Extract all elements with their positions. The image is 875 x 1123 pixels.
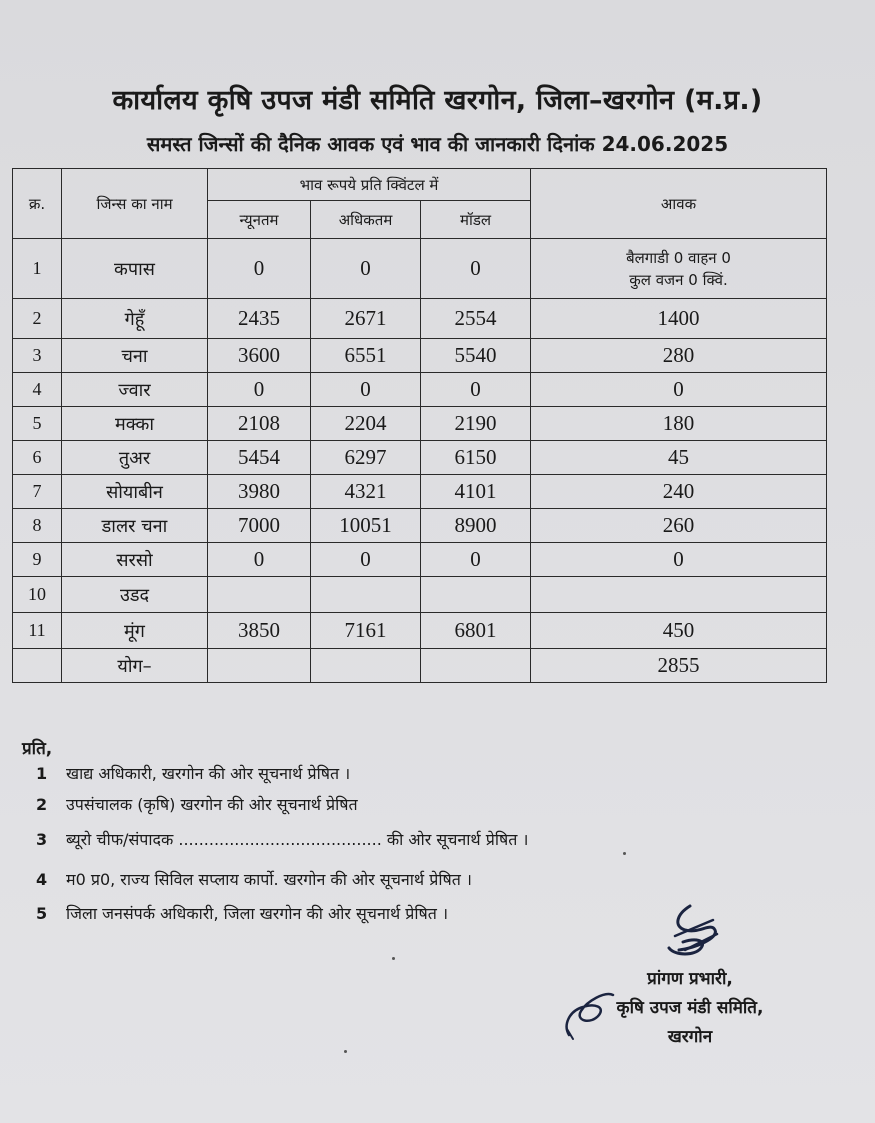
- page-subtitle: समस्त जिन्सों की दैनिक आवक एवं भाव की जानकारी दिनांक 24.06.2025: [146, 132, 729, 156]
- speck: [344, 1050, 347, 1053]
- cell-arrival: 1400: [531, 299, 827, 339]
- cell-max: 6551: [311, 339, 421, 373]
- cell-sn: 10: [13, 577, 62, 613]
- cell-sn: 7: [13, 475, 62, 509]
- table-row: [13, 299, 827, 339]
- cell-name: कपास: [62, 239, 208, 299]
- cell-max: 10051: [311, 509, 421, 543]
- cell-model: 6150: [421, 441, 531, 475]
- cell-arrival: 450: [531, 613, 827, 649]
- cell-model: 5540: [421, 339, 531, 373]
- cell-sn: 4: [13, 373, 62, 407]
- total-arrival: 2855: [531, 649, 827, 683]
- cell-empty: [311, 649, 421, 683]
- header-model: मॉडल: [421, 201, 531, 239]
- cell-empty: [421, 649, 531, 683]
- header-price-group: भाव रूपये प्रति क्विंटल में: [208, 169, 531, 201]
- cell-min: 3850: [208, 613, 311, 649]
- cell-model: 2554: [421, 299, 531, 339]
- table-row: [13, 613, 827, 649]
- cell-name: तुअर: [62, 441, 208, 475]
- signature-line-2: कृषि उपज मंडी समिति,: [616, 998, 764, 1018]
- cell-name: उडद: [62, 577, 208, 613]
- cell-max: 0: [311, 373, 421, 407]
- cell-model: 6801: [421, 613, 531, 649]
- cell-arrival: [531, 239, 827, 299]
- cell-model: 4101: [421, 475, 531, 509]
- cell-empty: [208, 649, 311, 683]
- recipient-item: [36, 868, 472, 890]
- table-row: [13, 543, 827, 577]
- cell-min: 2108: [208, 407, 311, 441]
- cell-sn: 11: [13, 613, 62, 649]
- cell-max: 7161: [311, 613, 421, 649]
- recipient-number: 3: [36, 830, 48, 849]
- cell-min: 5454: [208, 441, 311, 475]
- cell-min: 3600: [208, 339, 311, 373]
- cell-name: सोयाबीन: [62, 475, 208, 509]
- recipient-item: [36, 828, 528, 850]
- cell-max: 4321: [311, 475, 421, 509]
- cell-name: मक्का: [62, 407, 208, 441]
- arrival-line-2: कुल वजन 0 क्विं.: [629, 270, 728, 289]
- table-total-row: [13, 649, 827, 683]
- header-min: न्यूनतम: [208, 201, 311, 239]
- recipient-text: उपसंचालक (कृषि) खरगोन की ओर सूचनार्थ प्रेषित: [66, 795, 358, 814]
- cell-model: 8900: [421, 509, 531, 543]
- cell-max: 0: [311, 239, 421, 299]
- signature-block: [560, 965, 820, 1052]
- cell-name: गेहूँ: [62, 299, 208, 339]
- cell-sn: 8: [13, 509, 62, 543]
- cell-arrival: 45: [531, 441, 827, 475]
- table-row: [13, 441, 827, 475]
- page-title: कार्यालय कृषि उपज मंडी समिति खरगोन, जिला–खरगोन (म.प्र.): [112, 85, 763, 116]
- cell-arrival: 180: [531, 407, 827, 441]
- cell-name: डालर चना: [62, 509, 208, 543]
- arrival-line-1: बैलगाडी 0 वाहन 0: [626, 248, 731, 267]
- recipient-number: 2: [36, 795, 48, 814]
- rates-table: [12, 168, 827, 683]
- cell-min: 7000: [208, 509, 311, 543]
- recipient-number: 1: [36, 764, 48, 783]
- header-sn: क्र.: [13, 169, 62, 239]
- table-row: [13, 407, 827, 441]
- cell-model: 0: [421, 543, 531, 577]
- cell-min: [208, 577, 311, 613]
- cell-min: 2435: [208, 299, 311, 339]
- cell-arrival: 260: [531, 509, 827, 543]
- recipient-text: जिला जनसंपर्क अधिकारी, जिला खरगोन की ओर सूचनार्थ प्रेषित ।: [66, 904, 449, 923]
- cell-sn: 2: [13, 299, 62, 339]
- recipient-item: [36, 793, 358, 815]
- signature-line-3: खरगोन: [667, 1027, 713, 1047]
- header-arrival: आवक: [531, 169, 827, 239]
- cell-arrival: [531, 577, 827, 613]
- recipient-item: [36, 902, 448, 924]
- table-row: [13, 577, 827, 613]
- cell-model: 2190: [421, 407, 531, 441]
- recipient-text: ब्यूरो चीफ/संपादक ........................................ की ओर सूचनार्थ प्रेषित ।: [66, 830, 529, 849]
- cell-max: 2671: [311, 299, 421, 339]
- recipient-text: खाद्य अधिकारी, खरगोन की ओर सूचनार्थ प्रेषित ।: [66, 764, 351, 783]
- cell-min: 0: [208, 543, 311, 577]
- cell-max: 0: [311, 543, 421, 577]
- cell-min: 0: [208, 373, 311, 407]
- cell-name: सरसो: [62, 543, 208, 577]
- header-max: अधिकतम: [311, 201, 421, 239]
- recipient-item: [36, 762, 350, 784]
- cell-max: 2204: [311, 407, 421, 441]
- recipient-number: 5: [36, 904, 48, 923]
- cell-empty: [13, 649, 62, 683]
- cell-max: 6297: [311, 441, 421, 475]
- signature-line-1: प्रांगण प्रभारी,: [647, 969, 733, 989]
- table-row: [13, 239, 827, 299]
- cell-name: चना: [62, 339, 208, 373]
- cell-arrival: 240: [531, 475, 827, 509]
- table-row: [13, 339, 827, 373]
- recipient-text: म0 प्र0, राज्य सिविल सप्लाय कार्पो. खरगोन की ओर सूचनार्थ प्रेषित ।: [66, 870, 472, 889]
- cell-sn: 6: [13, 441, 62, 475]
- cell-sn: 3: [13, 339, 62, 373]
- table-row: [13, 509, 827, 543]
- cell-max: [311, 577, 421, 613]
- cell-min: 3980: [208, 475, 311, 509]
- signature-mark: [655, 900, 735, 962]
- cell-min: 0: [208, 239, 311, 299]
- speck: [392, 957, 395, 960]
- cell-model: 0: [421, 239, 531, 299]
- table-row: [13, 475, 827, 509]
- total-label: योग–: [62, 649, 208, 683]
- recipient-number: 4: [36, 870, 48, 889]
- cell-arrival: 280: [531, 339, 827, 373]
- cell-sn: 9: [13, 543, 62, 577]
- speck: [623, 852, 626, 855]
- cell-sn: 1: [13, 239, 62, 299]
- recipients-heading: प्रति,: [22, 739, 53, 759]
- cell-arrival: 0: [531, 373, 827, 407]
- cell-sn: 5: [13, 407, 62, 441]
- cell-arrival: 0: [531, 543, 827, 577]
- table-row: [13, 373, 827, 407]
- cell-name: ज्वार: [62, 373, 208, 407]
- cell-model: 0: [421, 373, 531, 407]
- header-name: जिन्स का नाम: [62, 169, 208, 239]
- cell-name: मूंग: [62, 613, 208, 649]
- cell-model: [421, 577, 531, 613]
